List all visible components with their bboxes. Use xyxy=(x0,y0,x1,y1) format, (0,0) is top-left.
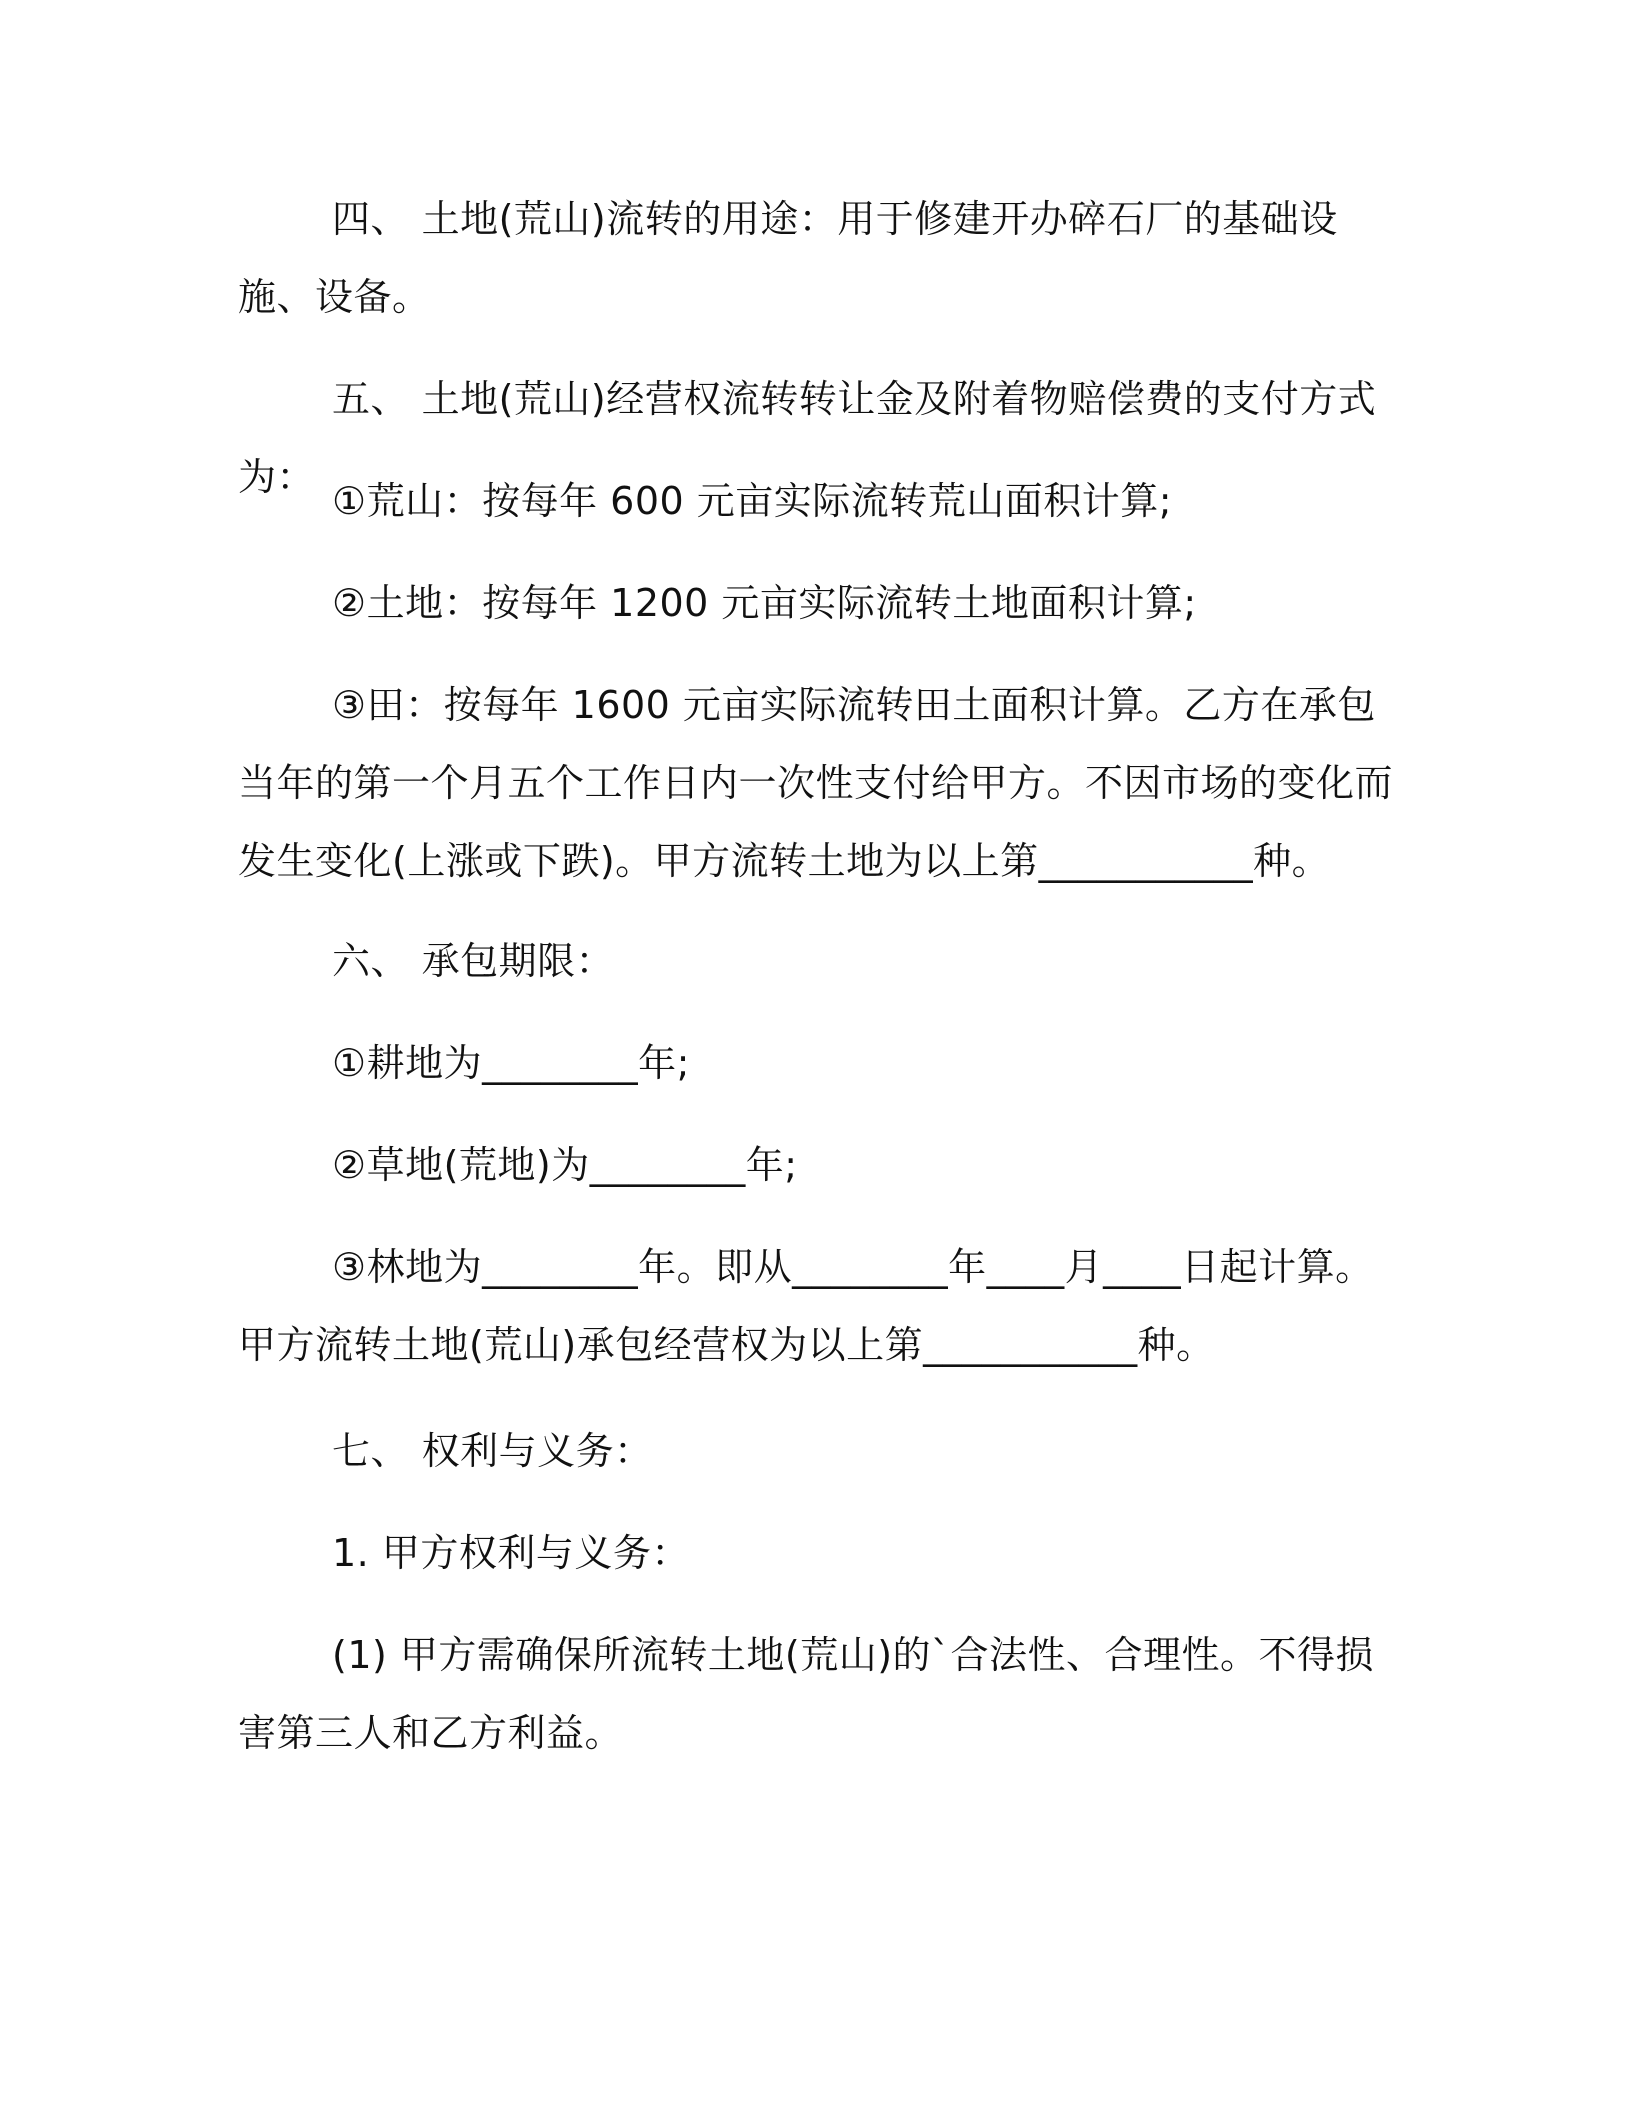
term-item-farmland: ①耕地为________年; xyxy=(332,1041,690,1085)
party-a-rights-heading: 1. 甲方权利与义务： xyxy=(332,1531,690,1575)
party-a-obligation-1: (1) 甲方需确保所流转土地(荒山)的`合法性、合理性。不得损害第三人和乙方利益。 xyxy=(238,1633,1375,1755)
section-4-land-use: 四、 土地(荒山)流转的用途：用于修建开办碎石厂的基础设施、设备。 xyxy=(238,197,1338,319)
term-item-grassland: ②草地(荒地)为________年; xyxy=(332,1143,798,1187)
section-7-rights-obligations: 七、 权利与义务： xyxy=(332,1429,653,1473)
section-5-payment-method: 五、 土地(荒山)经营权流转转让金及附着物赔偿费的支付方式为： xyxy=(238,377,1377,499)
payment-item-land: ②土地：按每年 1200 元亩实际流转土地面积计算; xyxy=(332,581,1197,625)
term-item-forest: ③林地为________年。即从________年____月____日起计算。甲方流转土地(荒山)承包经营权为以上第___________种。 xyxy=(238,1245,1374,1367)
payment-item-barren-hill: ①荒山：按每年 600 元亩实际流转荒山面积计算; xyxy=(332,479,1173,523)
section-6-contract-term: 六、 承包期限： xyxy=(332,939,615,983)
payment-item-field: ③田：按每年 1600 元亩实际流转田土面积计算。乙方在承包当年的第一个月五个工作日内一次性支付给甲方。不因市场的变化而发生变化(上涨或下跌)。甲方流转土地为以上第___________种。 xyxy=(238,683,1394,883)
